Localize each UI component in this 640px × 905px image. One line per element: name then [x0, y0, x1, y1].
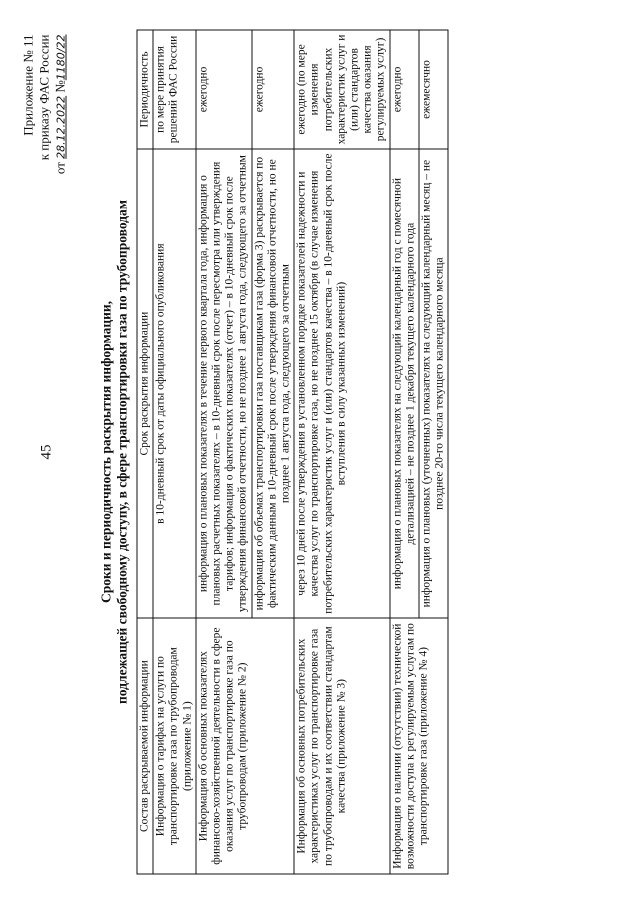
term-cell: в 10-дневный срок от даты официального опубликования — [153, 149, 196, 618]
periodicity-cell: ежегодно (по мере изменения потребительских характеристик услуг и (или) стандартов качества оказания регулируемых услуг) — [294, 30, 389, 149]
column-header: Состав раскрываемой информации — [137, 618, 153, 874]
composition-cell: Информация о тарифах на услуги по транспортировке газа по трубопроводам (приложение № 1) — [153, 618, 196, 874]
composition-cell: Информация о наличии (отсутствии) технической возможности доступа к регулируемым услугам по транспортировке газа (приложение № 4) — [390, 618, 449, 874]
term-cell: информация об объемах транспортировки газа поставщикам газа (форма 3) раскрывается по фактическим данным в 10-дневный срок после утверждения финансовой отчетности, но не позднее 1 августа года, следующего за отчетным — [252, 149, 295, 618]
table-row — [390, 30, 419, 874]
table-header-row — [137, 30, 153, 874]
term-cell: информация о плановых показателях на следующий календарный год с помесячной детализацией – не позднее 1 декабря текущего календарного года — [390, 149, 419, 618]
appendix-no: № — [52, 80, 68, 93]
title-line-2: подлежащей свободному доступу, в сфере транспортировки газа по трубопроводам — [114, 200, 130, 704]
appendix-line-2: к приказу ФАС России — [36, 34, 52, 161]
periodicity-cell: ежегодно — [252, 30, 295, 149]
document-title — [99, 0, 131, 905]
appendix-header — [21, 35, 70, 285]
title-line-1: Сроки и периодичность раскрытия информации, — [98, 300, 114, 604]
appendix-line-3 — [53, 35, 70, 285]
term-cell: информация о плановых (уточненных) показателях на следующий календарный месяц – не позднее 20-го числа текущего календарного месяца — [419, 149, 448, 618]
composition-cell: Информация об основных показателях финансово-хозяйственной деятельности в сфере оказания услуг по транспортировке газа по трубопроводам (приложение № 2) — [196, 618, 294, 874]
document-page — [1, 0, 640, 905]
table-row — [196, 30, 252, 874]
term-cell: информация о плановых показателях в течение первого квартала года, информация о плановых расчетных показателях – в 10-дневный срок после пересмотра или утверждения тарифов; информация о фактических показателях (отчет) – в 10-дневный срок после утверждения финансовой отчетности, но не позднее 1 августа года, следующего за отчетным — [196, 149, 252, 618]
disclosure-table — [137, 30, 449, 875]
periodicity-cell: по мере принятия решений ФАС России — [153, 30, 196, 149]
appendix-number: 1180/22 — [54, 34, 68, 81]
page-content — [1, 0, 640, 905]
table-row — [294, 30, 389, 874]
periodicity-cell: ежемесячно — [419, 30, 448, 149]
appendix-ot: от — [52, 162, 68, 175]
term-cell: через 10 дней после утверждения в установленном порядке показателей надежности и качества услуг по транспортировке газа, но не позднее 15 октября (в случае изменения потребительских характеристик услуг и (или) стандартов качества – в 10-дневный срок после вступления в силу указанных изменений) — [294, 149, 389, 618]
column-header: Срок раскрытия информации — [137, 149, 153, 618]
appendix-date: 28.12.2022 — [54, 95, 68, 159]
composition-cell: Информация об основных потребительских характеристиках услуг по транспортировке газа по трубопроводам и их соответствии стандартам качества (приложение № 3) — [294, 618, 389, 874]
periodicity-cell: ежегодно — [196, 30, 252, 149]
column-header: Периодичность — [137, 30, 153, 149]
appendix-line-1: Приложение № 11 — [20, 34, 36, 136]
page-number: 45 — [38, 444, 55, 460]
periodicity-cell: ежегодно — [390, 30, 419, 149]
table-row — [153, 30, 196, 874]
